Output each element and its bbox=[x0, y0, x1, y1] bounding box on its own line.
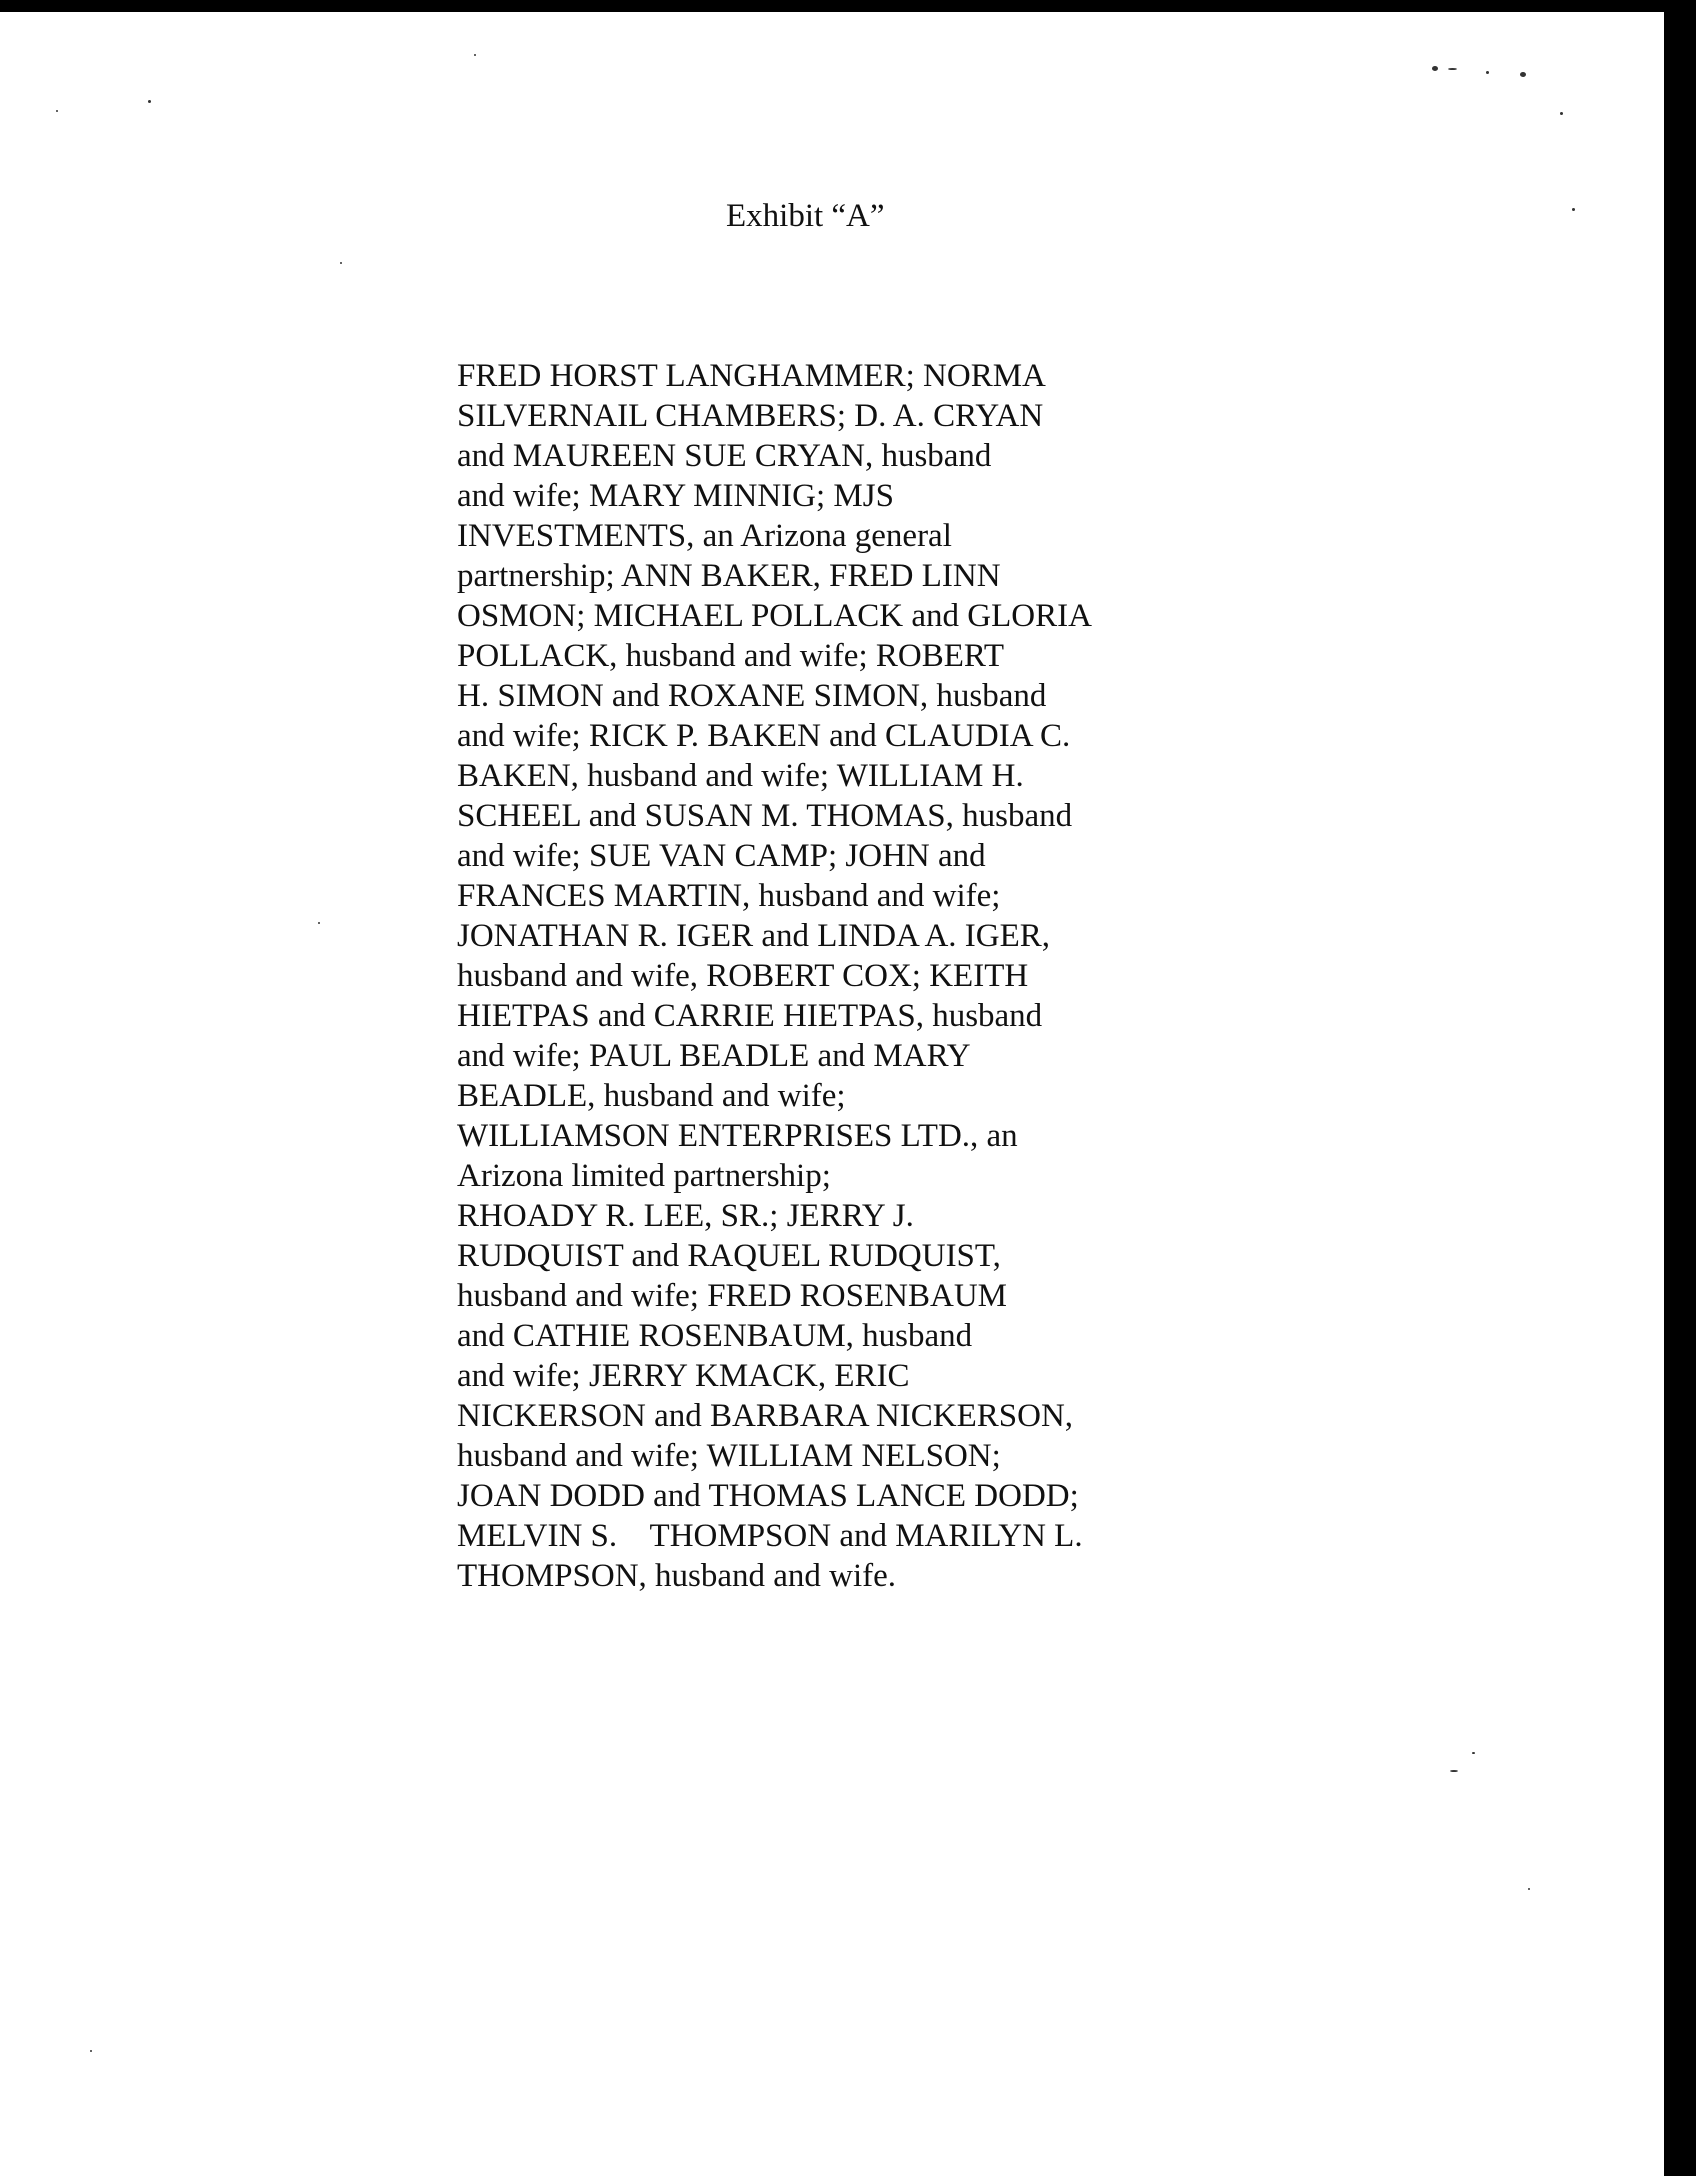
party-line: JOAN DODD and THOMAS LANCE DODD; bbox=[457, 1478, 1079, 1514]
party-line: and wife; PAUL BEADLE and MARY bbox=[457, 1038, 971, 1074]
party-line: BEADLE, husband and wife; bbox=[457, 1078, 846, 1114]
scan-speck bbox=[56, 110, 58, 112]
party-line: and wife; RICK P. BAKEN and CLAUDIA C. bbox=[457, 718, 1071, 754]
party-line: FRED HORST LANGHAMMER; NORMA bbox=[457, 358, 1046, 394]
scan-speck bbox=[1448, 68, 1457, 70]
scan-speck bbox=[1560, 112, 1563, 115]
party-line: HIETPAS and CARRIE HIETPAS, husband bbox=[457, 998, 1043, 1034]
party-line: RUDQUIST and RAQUEL RUDQUIST, bbox=[457, 1238, 1001, 1274]
party-line: Arizona limited partnership; bbox=[457, 1158, 831, 1194]
party-line: and wife; MARY MINNIG; MJS bbox=[457, 478, 894, 514]
scan-speck bbox=[1528, 1888, 1530, 1890]
scan-speck bbox=[474, 54, 476, 56]
party-line: husband and wife; FRED ROSENBAUM bbox=[457, 1278, 1007, 1314]
scan-speck bbox=[318, 922, 320, 924]
scan-speck bbox=[148, 100, 151, 103]
party-line: NICKERSON and BARBARA NICKERSON, bbox=[457, 1398, 1074, 1434]
scan-speck bbox=[90, 2050, 92, 2052]
party-line: and wife; SUE VAN CAMP; JOHN and bbox=[457, 838, 986, 874]
party-line: RHOADY R. LEE, SR.; JERRY J. bbox=[457, 1198, 914, 1234]
scan-border-right bbox=[1664, 0, 1696, 2176]
scan-speck bbox=[1472, 1752, 1475, 1754]
scan-border-top bbox=[0, 0, 1696, 12]
party-line: JONATHAN R. IGER and LINDA A. IGER, bbox=[457, 918, 1051, 954]
party-line: and CATHIE ROSENBAUM, husband bbox=[457, 1318, 973, 1354]
party-line: MELVIN S. THOMPSON and MARILYN L. bbox=[457, 1518, 1083, 1554]
party-line: THOMPSON, husband and wife. bbox=[457, 1558, 897, 1594]
exhibit-title: Exhibit “A” bbox=[726, 198, 885, 234]
party-line: WILLIAMSON ENTERPRISES LTD., an bbox=[457, 1118, 1018, 1154]
party-line: SILVERNAIL CHAMBERS; D. A. CRYAN bbox=[457, 398, 1044, 434]
scan-speck bbox=[1432, 66, 1438, 71]
party-line: POLLACK, husband and wife; ROBERT bbox=[457, 638, 1005, 674]
scan-speck bbox=[340, 262, 342, 264]
scan-speck bbox=[1486, 71, 1489, 74]
scan-speck bbox=[1572, 208, 1575, 211]
party-line: BAKEN, husband and wife; WILLIAM H. bbox=[457, 758, 1024, 794]
party-line: H. SIMON and ROXANE SIMON, husband bbox=[457, 678, 1047, 714]
party-line: SCHEEL and SUSAN M. THOMAS, husband bbox=[457, 798, 1073, 834]
scan-speck bbox=[1520, 72, 1526, 77]
party-line: and MAUREEN SUE CRYAN, husband bbox=[457, 438, 992, 474]
party-line: INVESTMENTS, an Arizona general bbox=[457, 518, 952, 554]
scan-speck bbox=[1450, 1770, 1458, 1772]
party-list bbox=[457, 356, 1157, 1596]
party-line: husband and wife, ROBERT COX; KEITH bbox=[457, 958, 1029, 994]
party-line: husband and wife; WILLIAM NELSON; bbox=[457, 1438, 1001, 1474]
party-line: FRANCES MARTIN, husband and wife; bbox=[457, 878, 1001, 914]
party-line: and wife; JERRY KMACK, ERIC bbox=[457, 1358, 910, 1394]
party-line: OSMON; MICHAEL POLLACK and GLORIA bbox=[457, 598, 1092, 634]
party-line: partnership; ANN BAKER, FRED LINN bbox=[457, 558, 1001, 594]
